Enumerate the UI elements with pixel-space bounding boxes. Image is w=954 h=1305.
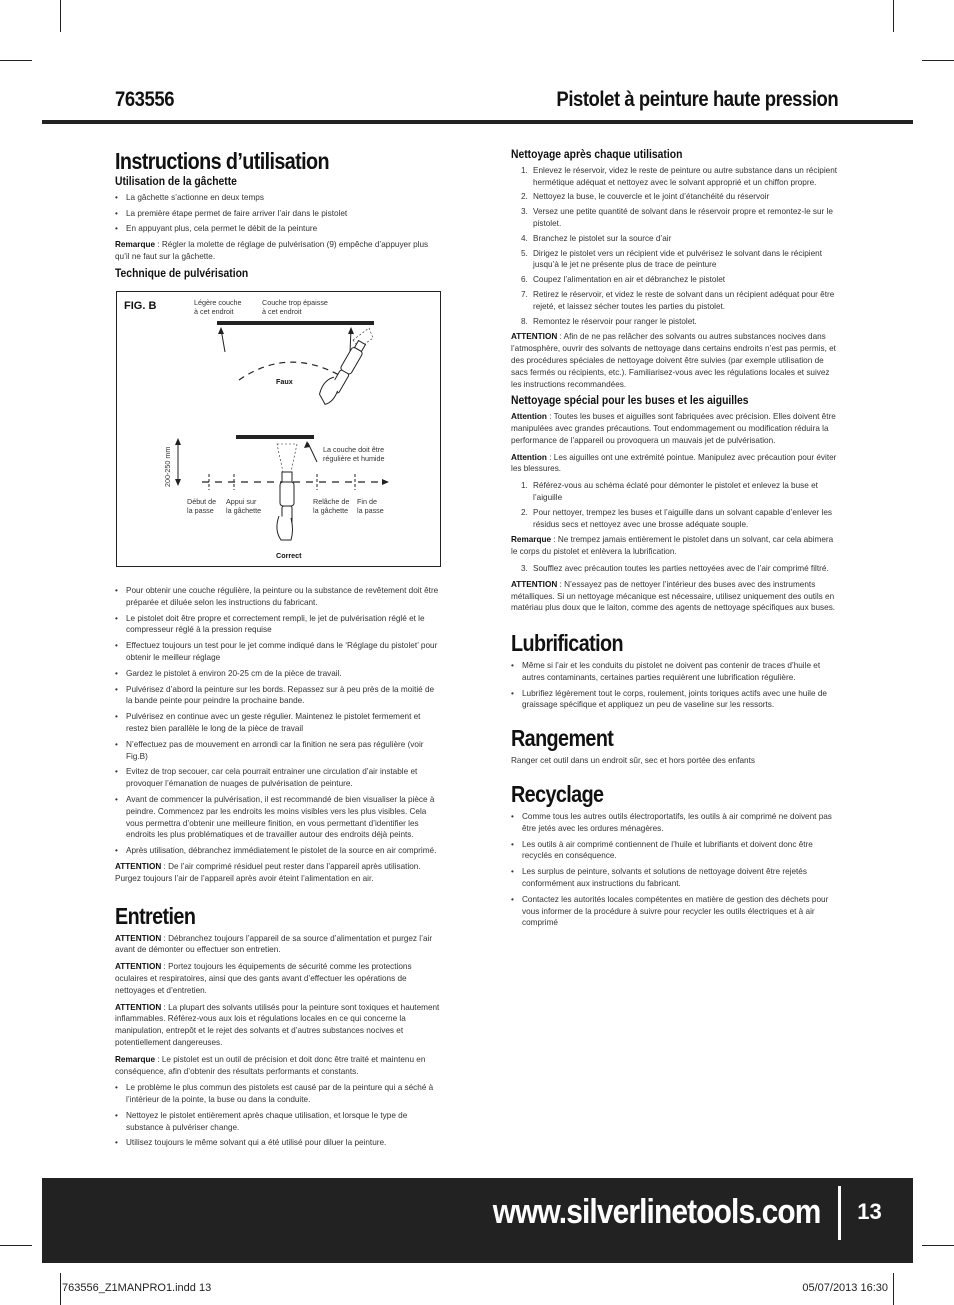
list-item: • Le problème le plus commun des pistolets est causé par de la peinture qui a séché à l’intérieur de la pointe, la buse ou dans la conduite. <box>115 1082 442 1106</box>
spray-cone-correct <box>277 444 297 472</box>
list-item: • Effectuez toujours un test pour le jet comme indiqué dans le ‘Réglage du pistolet’ pour obtenir le meilleur réglage <box>115 640 442 664</box>
wrong-label: Faux <box>276 377 293 386</box>
file-slug: 763556_Z1MANPRO1.indd 13 <box>62 1282 212 1294</box>
list-item: • Pulvérisez d’abord la peinture sur les bords. Repassez sur à peu près de la moitié de la bande peinte pour peindre la prochaine bande. <box>115 684 442 708</box>
press-trigger-label: Appui sur la gâchette <box>226 497 262 515</box>
end-pass-label: Fin de la passe <box>357 497 384 515</box>
list-item: • Même si l’air et les conduits du pistolet ne doivent pas contenir de traces d’huile et autres contaminants, certaines parties requièrent une lubrification régulière. <box>511 660 841 684</box>
list-item: • Nettoyez le pistolet entièrement après chaque utilisation, et lorsque le type de substance à pulvériser change. <box>115 1110 442 1134</box>
entretien-list <box>115 1082 442 1149</box>
special-list <box>511 480 841 530</box>
heading-technique: Technique de pulvérisation <box>115 267 249 280</box>
list-item: • La première étape permet de faire arriver l’air dans le pistolet <box>115 208 442 220</box>
crop-mark <box>922 1245 954 1246</box>
special-paragraphs <box>511 411 841 475</box>
figure-label: FIG. B <box>124 300 157 312</box>
list-item: • Comme tous les autres outils électroportatifs, les outils à air comprimé ne doivent pas être jetés avec les ordures ménagères. <box>511 811 841 835</box>
technique-list <box>115 585 442 857</box>
special-warning: ATTENTION : N’essayez pas de nettoyer l’intérieur des buses avec des instruments métalliques. Si un nettoyage mécanique est nécessaire, utilisez uniquement des outils en matériau plus doux que le laiton, comme des agents de nettoyage spécifiques aux buses. <box>511 579 836 613</box>
crop-mark <box>60 1273 61 1305</box>
crop-mark <box>893 0 894 32</box>
heading-cleaning: Nettoyage après chaque utilisation <box>511 149 683 161</box>
list-item: • La gâchette s’actionne en deux temps <box>115 192 442 204</box>
list-item: 3. Soufflez avec précaution toutes les parties nettoyées avec de l’air comprimé filtré. <box>521 563 829 573</box>
work-surface-top <box>217 321 374 325</box>
special-list-cont <box>511 563 841 575</box>
paragraph: ATTENTION : Portez toujours les équipements de sécurité comme les protections oculaires et respiratoires, ainsi que des gants avant d’effectuer les opérations de nettoyages et d’entretien. <box>115 962 412 995</box>
special-note: Remarque : Ne trempez jamais entièrement le pistolet dans un solvant, car cela abimera le corps du pistolet et enlèvera la lubrification. <box>511 535 834 557</box>
crop-mark <box>60 0 61 32</box>
list-item: • Le pistolet doit être propre et correctement rempli, le jet de pulvérisation réglé et le compresseur réglé à la pression requise <box>115 613 442 637</box>
list-item: 4. Branchez le pistolet sur la source d’air <box>521 233 672 243</box>
spray-gun-wrong <box>315 336 367 408</box>
list-item: • Les surplus de peinture, solvants et solutions de nettoyage doivent être rejetés conformément aux instructions du fabricant. <box>511 866 841 890</box>
date-slug: 05/07/2013 16:30 <box>802 1282 888 1294</box>
list-item: • Pour obtenir une couche régulière, la peinture ou la substance de revêtement doit être préparée et diluée selon les instructions du fabricant. <box>115 585 442 609</box>
header-rule <box>42 120 913 124</box>
thick-coat-label: Couche trop épaisse à cet endroit <box>262 298 328 316</box>
heading-trigger: Utilisation de la gâchette <box>115 176 237 188</box>
list-item: • Pulvérisez en continue avec un geste régulier. Maintenez le pistolet fermement et restez bien parallèle le long de la pièce de travail <box>115 711 442 735</box>
list-item: • Gardez le pistolet à environ 20-25 cm de la pièce de travail. <box>115 668 442 680</box>
paragraph: Remarque : Le pistolet est un outil de précision et doit donc être traité et maintenu en conséquence, afin d’obtenir des résultats performants et constants. <box>115 1054 426 1076</box>
spray-gun-correct <box>277 472 294 540</box>
left-column-lower <box>115 583 442 1153</box>
paragraph: ATTENTION : La plupart des solvants utilisés pour la peinture sont toxiques et hautement inflammables. Référez-vous aux lois et régulations locales en ce qui concerne la manipulation, entrepôt et le rejet des solvants et d’autres substances nocives et potentiellement dangereuses. <box>115 1002 440 1047</box>
release-trigger-label: Relâche de la gâchette <box>313 497 350 515</box>
correct-label: Correct <box>276 551 302 560</box>
lubrification-list <box>511 660 841 711</box>
entretien-paragraphs <box>115 933 442 1078</box>
paragraph: Attention : Toutes les buses et aiguilles sont fabriquées avec précision. Elles doivent être manipulées avec grandes précautions. Tout endommagement ou modification réduira la performance de l’appareil ou provoquera un mauvais jet de pulvérisation. <box>511 412 836 445</box>
recyclage-list <box>511 811 841 929</box>
rangement-text: Ranger cet outil dans un endroit sûr, sec et hors portée des enfants <box>511 756 755 766</box>
list-item: 2. Pour nettoyer, trempez les buses et l’aiguille dans un solvant capable d’enlever les résidus secs et nettoyez avec une brosse adéquate souple. <box>521 507 833 529</box>
trigger-list <box>115 192 442 235</box>
left-column <box>115 148 442 284</box>
spray-technique-diagram <box>117 292 439 565</box>
heading-recyclage: Recyclage <box>511 781 604 808</box>
list-item: • N’effectuez pas de mouvement en arrondi car la finition ne sera pas régulière (voir Fig.B) <box>115 739 442 763</box>
light-coat-label: Légère couche à cet endroit <box>194 298 242 316</box>
start-pass-label: Début de la passe <box>187 497 217 515</box>
list-item: 1. Référez-vous au schéma éclaté pour démonter le pistolet et enlevez la buse et l’aiguille <box>521 481 818 502</box>
paragraph: ATTENTION : Débranchez toujours l’appareil de sa source d’alimentation et purgez l’air avant de démonter ou effectuer son entretien. <box>115 933 433 955</box>
heading-rangement: Rangement <box>511 725 614 752</box>
crop-mark <box>922 60 954 61</box>
list-item: • Les outils à air comprimé contiennent de l’huile et lubrifiants et doivent donc être recyclés en conséquence. <box>511 839 841 863</box>
paragraph: Attention : Les aiguilles ont une extrémité pointue. Manipulez avec précaution pour éviter les blessures. <box>511 452 837 474</box>
website-url[interactable]: www.silverlinetools.com <box>493 1193 821 1231</box>
distance-label: 200-250 mm <box>163 446 172 487</box>
crop-mark <box>0 60 32 61</box>
figure-b <box>116 291 441 567</box>
model-number: 763556 <box>115 88 175 111</box>
list-item: 6. Coupez l’alimentation en air et débranchez le pistolet <box>521 275 726 285</box>
list-item: • Après utilisation, débranchez immédiatement le pistolet de la source en air comprimé. <box>115 845 442 857</box>
list-item: 8. Remontez le réservoir pour ranger le pistolet. <box>521 316 697 326</box>
heading-lubrification: Lubrification <box>511 630 623 657</box>
technique-warning: ATTENTION : De l’air comprimé résiduel peut rester dans l’appareil après utilisation. Purgez toujours l’air de l’appareil après avoir éteint l’alimentation en air. <box>115 861 421 883</box>
heading-special-cleaning: Nettoyage spécial pour les buses et les aiguilles <box>511 395 749 408</box>
arc-path <box>239 362 339 380</box>
list-item: 7. Retirez le réservoir, et videz le reste de solvant dans un récipient adéquat pour être rejeté, et laissez sécher toutes les parties du pistolet. <box>521 289 835 311</box>
page-number: 13 <box>838 1186 898 1240</box>
list-item: • Utilisez toujours le même solvant qui a été utilisé pour diluer la peinture. <box>115 1137 442 1149</box>
page-title: Pistolet à peinture haute pression <box>556 88 838 111</box>
list-item: • En appuyant plus, cela permet le débit de la peinture <box>115 223 442 235</box>
list-item: • Avant de commencer la pulvérisation, il est recommandé de bien visualiser la pièce à peindre. Commencez par les endroits les moins visibles vers les plus visibles. Cela vous permettra d’obtenir une meilleure finition, en vous permettant d’identifier les endroits les plus problématiques et de travailler autour des endroits déjà peints. <box>115 794 442 841</box>
cleaning-list <box>511 165 841 328</box>
cleaning-warning: ATTENTION : Afin de ne pas relâcher des solvants ou autres substances nocives dans l’atmosphère, ouvrir des solvants de nettoyage dans certains endroits n’est pas permis, et des procédures spéciales de nettoyage doivent être suivies (par exemple utilisation de sacs fermés ou récipients, etc.). Familiarisez-vous avec les régulations locales et suivez les instructions recommandées. <box>511 332 836 389</box>
list-item: • Evitez de trop secouer, car cela pourrait entrainer une circulation d’air instable et provoquer l’émanation de nuages de pulvérisation de peinture. <box>115 766 442 790</box>
right-column <box>511 150 841 933</box>
work-surface-bottom <box>236 435 314 439</box>
list-item: 1. Enlevez le réservoir, videz le reste de peinture ou autre substance dans un récipient hermétique adéquat et nettoyez avec le solvant approprié et un chiffon propre. <box>521 165 838 187</box>
heading-instructions: Instructions d’utilisation <box>115 148 330 174</box>
heading-entretien: Entretien <box>115 902 196 929</box>
list-item: • Contactez les autorités locales compétentes en matière de gestion des déchets pour vous informer de la procédure à suivre pour recycler les outils électriques et à air comprimé <box>511 894 841 929</box>
crop-mark <box>893 1273 894 1305</box>
list-item: 5. Dirigez le pistolet vers un récipient vide et pulvérisez le solvant dans le récipient jusqu’à le jet ne présente plus de trace de peinture <box>521 248 822 270</box>
list-item: • Lubrifiez légèrement tout le corps, roulement, joints toriques actifs avec une huile de graissage spécifique et appliquez un peu de vaseline sur les ressorts. <box>511 688 841 712</box>
even-coat-label: La couche doit être régulière et humide <box>323 445 385 463</box>
list-item: 3. Versez une petite quantité de solvant dans le réservoir propre et remontez-le sur le pistolet. <box>521 207 833 228</box>
crop-mark <box>0 1245 32 1246</box>
list-item: 2. Nettoyez la buse, le couvercle et le joint d’étanchéité du réservoir <box>521 192 770 202</box>
trigger-note: Remarque : Régler la molette de réglage de pulvérisation (9) empêche d’appuyer plus qu’il ne faut sur la gâchette. <box>115 240 429 261</box>
